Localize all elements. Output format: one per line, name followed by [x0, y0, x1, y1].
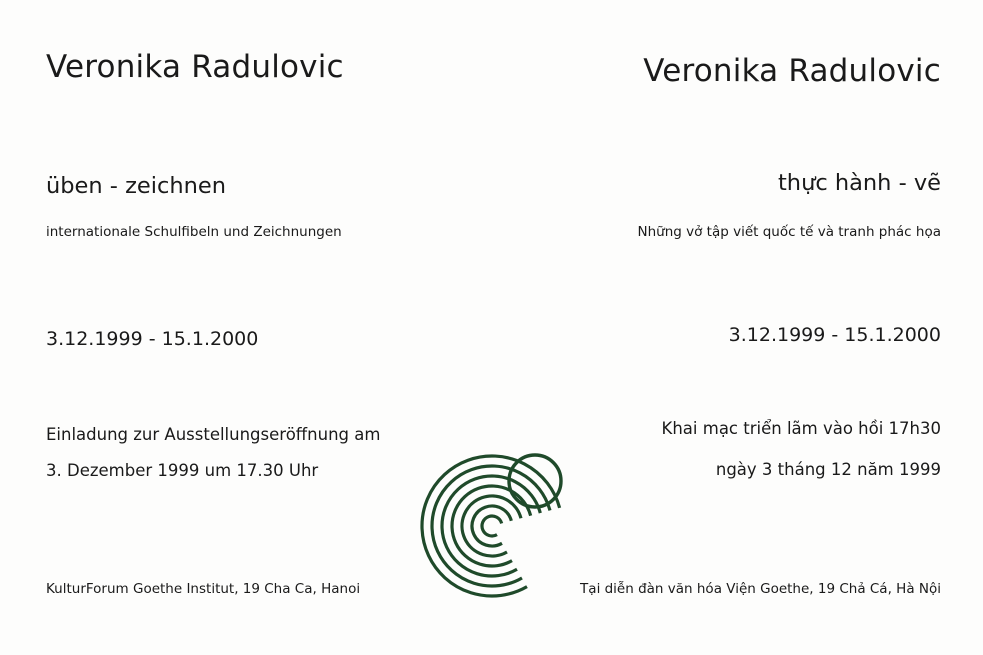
- invitation-line-vietnamese-2: ngày 3 tháng 12 năm 1999: [715, 460, 941, 479]
- logo-arc: [482, 516, 502, 536]
- logo-arc: [472, 506, 511, 546]
- logo-arc: [442, 476, 540, 576]
- artist-name-german: Veronika Radulovic: [46, 49, 344, 85]
- invitation-line-german-2: 3. Dezember 1999 um 17.30 Uhr: [46, 461, 319, 480]
- exhibition-title-vietnamese: thực hành - vẽ: [777, 170, 941, 196]
- invitation-line-vietnamese-1: Khai mạc triển lãm vào hồi 17h30: [661, 419, 941, 438]
- exhibition-subtitle-german: internationale Schulfibeln und Zeichnungen: [46, 224, 342, 240]
- invitation-line-german-1: Einladung zur Ausstellungseröffnung am: [46, 425, 381, 444]
- venue-vietnamese: Tại diễn đàn văn hóa Viện Goethe, 19 Chả Cá, Hà Nội: [580, 581, 941, 597]
- exhibition-dates-vietnamese: 3.12.1999 - 15.1.2000: [728, 324, 941, 346]
- artist-name-vietnamese: Veronika Radulovic: [643, 53, 941, 89]
- logo-arc: [452, 486, 531, 566]
- exhibition-subtitle-vietnamese: Những vở tập viết quốc tế và tranh phác họa: [637, 224, 941, 240]
- exhibition-dates-german: 3.12.1999 - 15.1.2000: [46, 328, 259, 350]
- venue-german: KulturForum Goethe Institut, 19 Cha Ca, Hanoi: [46, 581, 361, 597]
- logo-arc: [432, 466, 550, 586]
- goethe-institut-logo-icon: [418, 452, 568, 600]
- exhibition-title-german: üben - zeichnen: [46, 173, 226, 199]
